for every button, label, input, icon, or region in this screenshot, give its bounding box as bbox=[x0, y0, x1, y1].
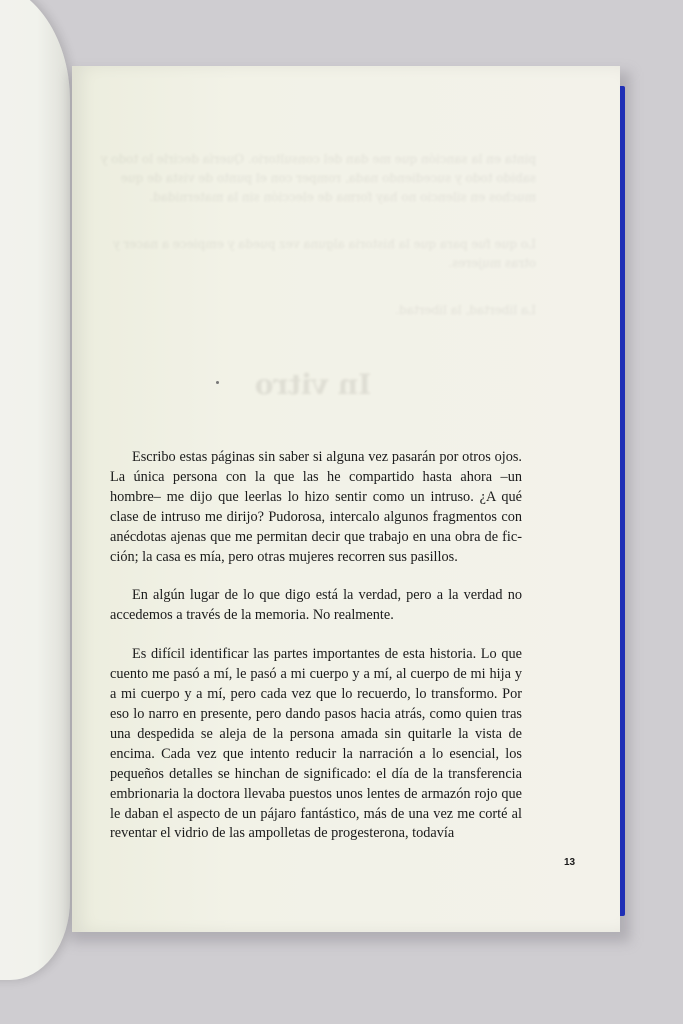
left-page-curl bbox=[0, 0, 70, 980]
show-through-paragraph: Lo que fue para que la historia alguna vez pueda y empiece a nacer y otras mujeres. bbox=[112, 237, 536, 270]
show-through-paragraph: pinta en la sanción que me dan del consultorio. Quería decirle lo todo y sabido todo y sucediendo nada, romper con el punto de vista de que muchos en silencio no hay forma de elección sin la maternidad. bbox=[100, 152, 536, 204]
body-paragraph: En algún lugar de lo que digo está la verdad, pero a la verdad no accedemos a través de la memoria. No realmente. bbox=[110, 587, 522, 624]
show-through-text bbox=[86, 150, 536, 348]
show-through-paragraph: La libertad, la libertad. bbox=[395, 303, 536, 317]
body-paragraph: Escribo estas páginas sin saber si alguna vez pasarán por otros ojos. La única persona con la que las he compartido hasta ahora –un hombre– me dijo que leerlas lo hizo sentir como un intruso. ¿A qué clase de intruso me dirijo? Pudorosa, intercalo algunos fragmentos con anécdotas ajenas que me permitan decir que trabajo en una obra de ficción; la casa es mía, pero otras mujeres recorren sus pasillos. bbox=[110, 449, 522, 565]
body-paragraph: Es difícil identificar las partes importantes de esta historia. Lo que cuento me pasó a mí, le pasó a mi cuerpo y a mí, al cuerpo de mi hija y a mi cuerpo y a mí, pero cada vez que lo recuerdo, lo transformo. Por eso lo narro en presente, pero dando pasos hacia atrás, como quien tras una despedida se aleja de la persona amada sin quitarle la vista de encima. Cada vez que intento reducir la narración a lo esencial, los pequeños detalles se hinchan de significado: el día de la transferencia embrionaria la doctora llevaba puestos unos lentes de armazón rojo que le daban el aspecto de un pájaro fantástico, más de una vez me corté al reventar el vidrio de las ampolletas de progesterona, todavía bbox=[110, 646, 522, 842]
ink-speck bbox=[216, 381, 219, 384]
show-through-title: In vitro bbox=[254, 368, 372, 401]
page-number: 13 bbox=[564, 857, 576, 868]
chapter-body bbox=[110, 448, 522, 863]
